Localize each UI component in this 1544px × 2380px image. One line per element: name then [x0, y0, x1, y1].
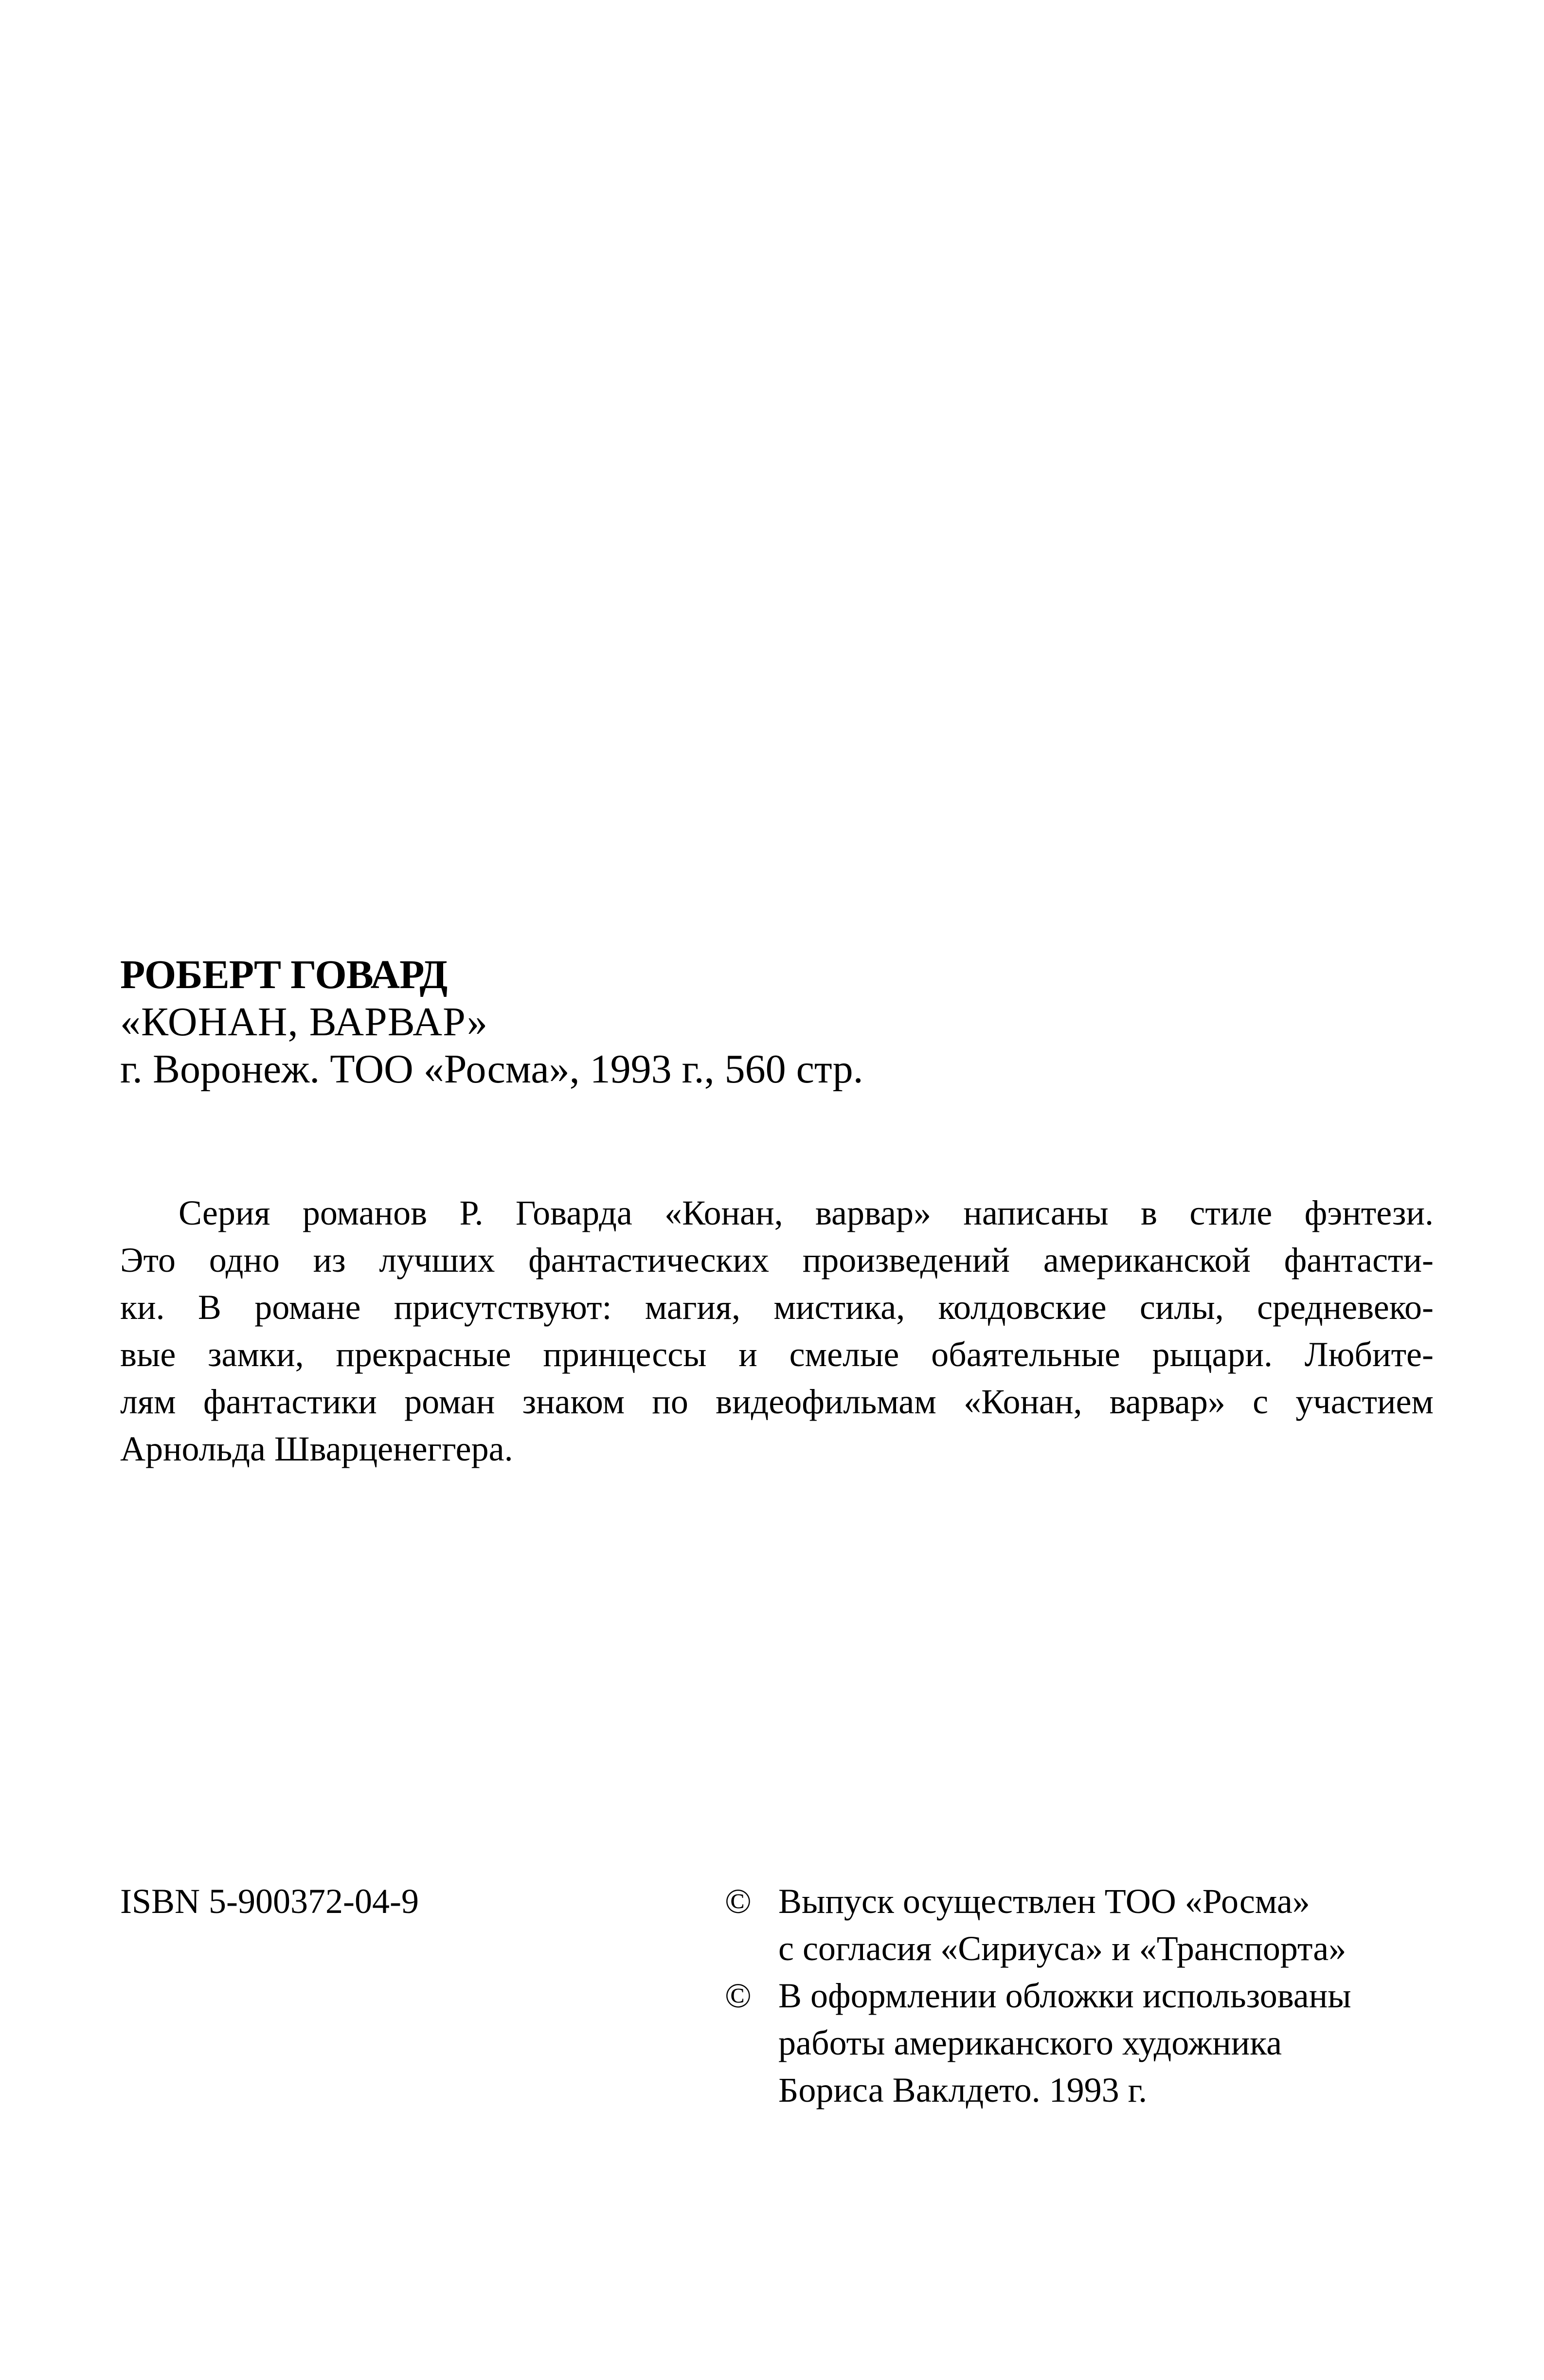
copyright-notice-release: [725, 1878, 1454, 1972]
copyright-text: [778, 1972, 1454, 2114]
copyright-notice-cover: [725, 1972, 1454, 2114]
annotation-line: лям фантастики роман знаком по видеофильмам «Конан, варвар» с участием: [120, 1382, 1434, 1421]
annotation-line: ки. В романе присутствуют: магия, мистика, колдовские силы, средневеко-: [120, 1288, 1434, 1327]
isbn-number: ISBN 5-900372-04-9: [120, 1882, 419, 1921]
copyright-line: Бориса Ваклдето. 1993 г.: [778, 2071, 1148, 2110]
publication-imprint: г. Воронеж. ТОО «Росма», 1993 г., 560 стр.: [120, 1046, 863, 1092]
book-annotation: [120, 1190, 1434, 1473]
copyright-line: работы американского художника: [778, 2023, 1282, 2062]
copyright-line: с согласия «Сириуса» и «Транспорта»: [778, 1929, 1347, 1968]
copyright-text: [778, 1878, 1454, 1972]
annotation-line: Серия романов Р. Говарда «Конан, варвар» написаны в стиле фэнтези.: [179, 1193, 1434, 1232]
annotation-line: вые замки, прекрасные принцессы и смелые обаятельные рыцари. Любите-: [120, 1335, 1434, 1374]
annotation-line: Арнольда Шварценеггера.: [120, 1429, 513, 1468]
author-name: РОБЕРТ ГОВАРД: [120, 952, 448, 997]
copyright-icon: ©: [725, 1882, 752, 1921]
copyright-icon: ©: [725, 1976, 752, 2015]
copyright-notices: [725, 1878, 1454, 2114]
copyright-line: В оформлении обложки использованы: [778, 1976, 1351, 2015]
annotation-line: Это одно из лучших фантастических произведений американской фантасти-: [120, 1241, 1434, 1280]
copyright-line: Выпуск осуществлен ТОО «Росма»: [778, 1882, 1310, 1921]
bibliographic-header: [120, 951, 1434, 1093]
book-title: «КОНАН, ВАРВАР»: [120, 999, 488, 1045]
